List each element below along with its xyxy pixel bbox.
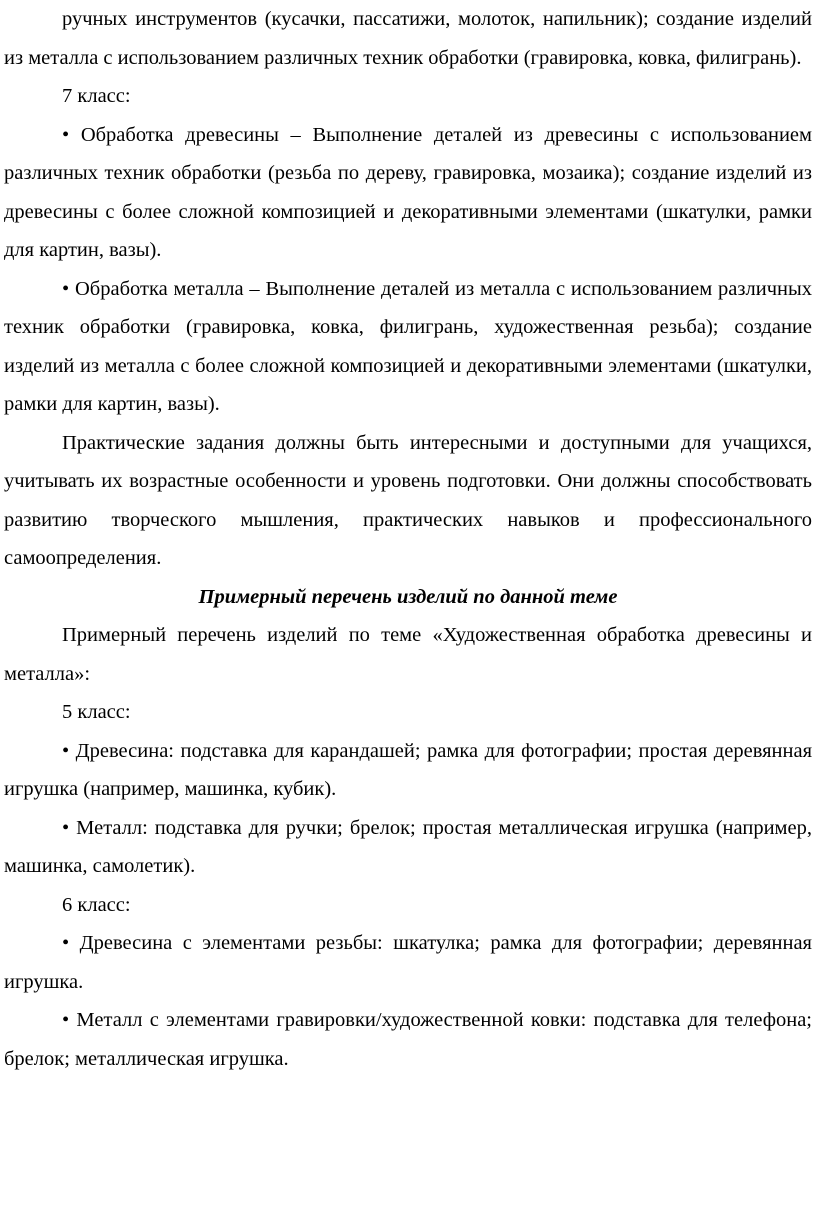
grade-6-label: 6 класс: xyxy=(62,893,131,916)
grade-7-wood-item: • Обработка древесины – Выполнение деталей из древесины с использованием различных техник обработки (резьба по дереву, гравировка, мозаика); создание изделий из древесины с более сложной композицией и декоративными элементами (шкатулки, рамки для картин, вазы). xyxy=(4,123,812,261)
grade-5-label: 5 класс: xyxy=(62,701,131,723)
paragraph-continuation: ручных инструментов (кусачки, пассатижи, молоток, напильник); создание изделий из металла с использованием различных техник обработки (гравировка, ковка, филигрань). xyxy=(4,8,812,69)
grade-7-metal-item: • Обработка металла – Выполнение деталей из металла с использованием различных техник обработки (гравировка, ковка, филигрань, художественная резьба); создание изделий из металла с более сложной композицией и декоративными элементами (шкатулки, рамки для картин, вазы). xyxy=(4,277,812,415)
grade-5-wood-item: • Древесина: подставка для карандашей; рамка для фотографии; простая деревянная игрушка (например, машинка, кубик). xyxy=(4,739,812,800)
products-intro-paragraph: Примерный перечень изделий по теме «Художественная обработка древесины и металла»: xyxy=(4,624,812,685)
grade-7-label: 7 класс: xyxy=(62,85,131,107)
grade-5-metal-item: • Металл: подставка для ручки; брелок; простая металлическая игрушка (например, машинка, самолетик). xyxy=(4,816,812,877)
practical-tasks-paragraph: Практические задания должны быть интересными и доступными для учащихся, учитывать их возрастные особенности и уровень подготовки. Они должны способствовать развитию творческого мышления, практических навыков и профессионального самоопределения. xyxy=(4,431,812,569)
grade-6-wood-item: • Древесина с элементами резьбы: шкатулка; рамка для фотографии; деревянная игрушка. xyxy=(4,932,812,993)
section-heading: Примерный перечень изделий по данной теме xyxy=(198,585,618,608)
grade-6-metal-item: • Металл с элементами гравировки/художественной ковки: подставка для телефона; брелок; металлическая игрушка. xyxy=(4,1009,812,1070)
